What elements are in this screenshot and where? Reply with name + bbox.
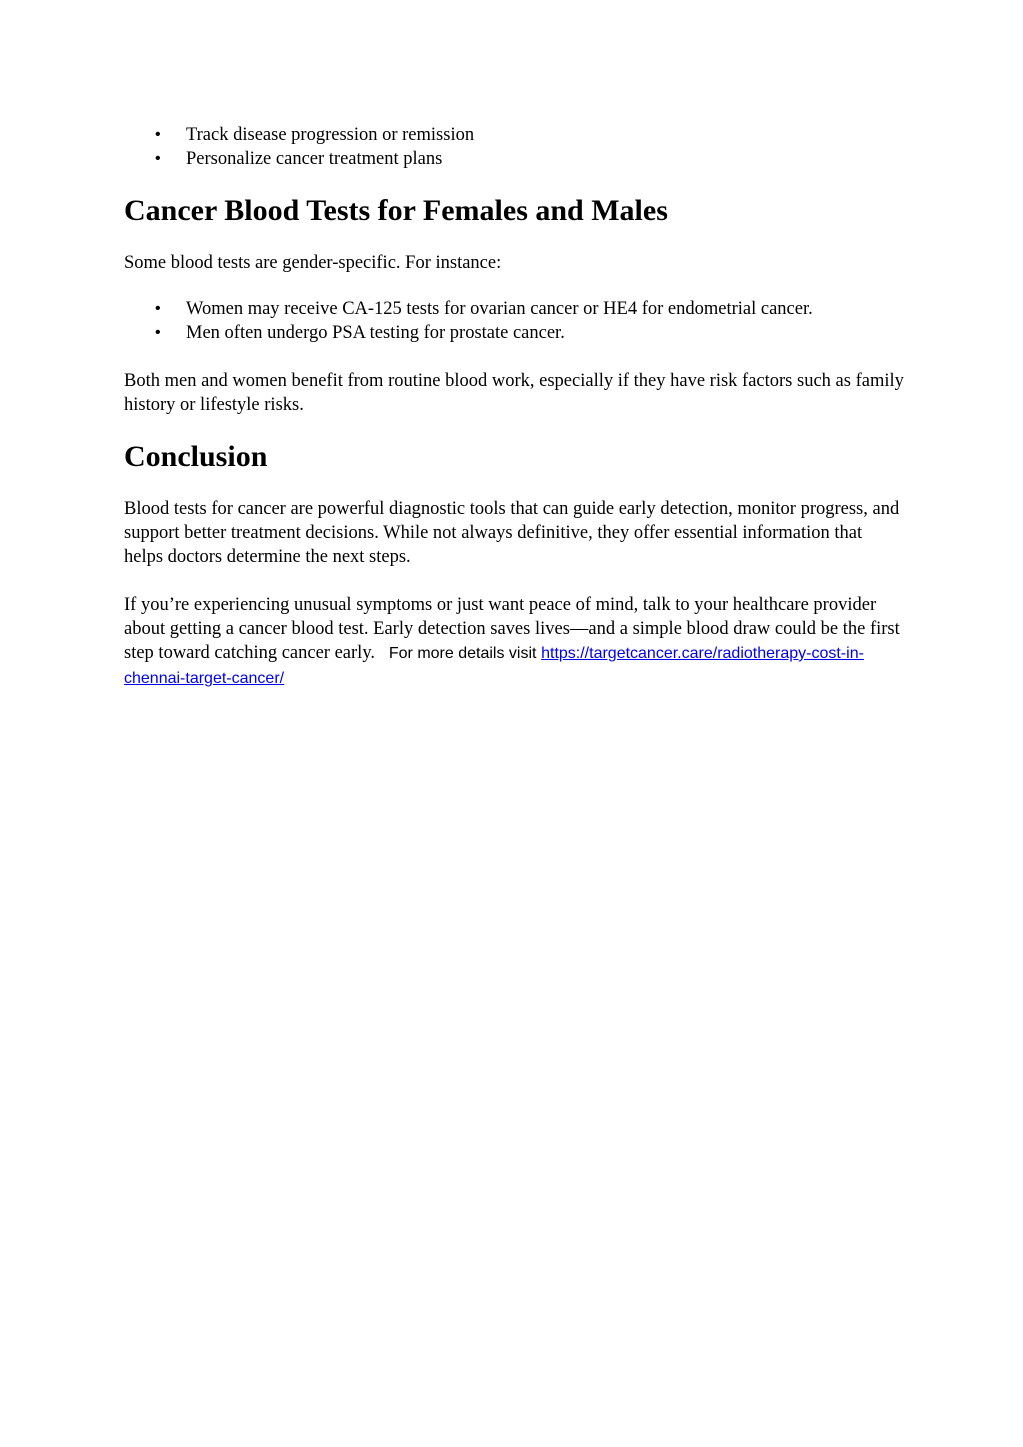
conclusion-paragraph-1: Blood tests for cancer are powerful diagnostic tools that can guide early detection, monitor progress, and support better treatment decisions. While not always definitive, they offer essential information that helps doctors determine the next steps.	[124, 499, 900, 567]
conclusion-paragraph-2-text: If you’re experiencing unusual symptoms or just want peace of mind, talk to your healthcare provider about getting a cancer blood test. Early detection saves lives—and a simple blood draw could be the first step toward catching cancer early.	[124, 595, 900, 663]
document-body	[124, 123, 904, 691]
details-link[interactable]: https://targetcancer.care/radiotherapy-cost-in-chennai-target-cancer/	[124, 645, 864, 687]
section-heading-conclusion: Conclusion	[124, 440, 268, 473]
conclusion-paragraph-2	[124, 593, 904, 691]
bullet-list-gender	[124, 297, 904, 345]
section-heading-females-males: Cancer Blood Tests for Females and Males	[124, 194, 668, 227]
bullet-list-top	[124, 123, 904, 171]
intro-paragraph: Some blood tests are gender-specific. For instance:	[124, 253, 502, 273]
both-paragraph: Both men and women benefit from routine blood work, especially if they have risk factors such as family history or lifestyle risks.	[124, 371, 904, 415]
more-details-text: For more details visit	[388, 645, 537, 662]
list-item: • Women may receive CA-125 tests for ovarian cancer or HE4 for endometrial cancer.	[124, 297, 904, 321]
list-item: • Men often undergo PSA testing for prostate cancer.	[124, 321, 904, 345]
list-item: • Track disease progression or remission	[124, 123, 904, 147]
list-item: • Personalize cancer treatment plans	[124, 147, 904, 171]
